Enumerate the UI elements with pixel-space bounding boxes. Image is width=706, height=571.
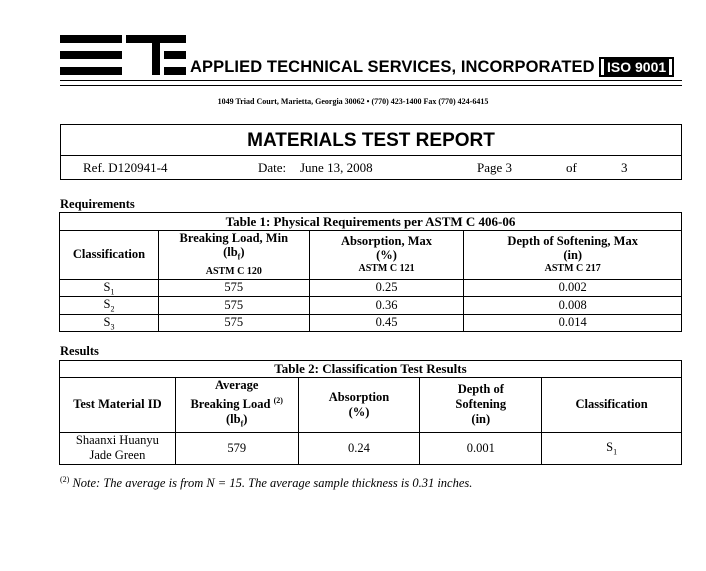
row-classification: $S_2$	[60, 297, 159, 315]
total-pages: 3	[621, 160, 628, 175]
row-softening: 0.008	[464, 297, 682, 315]
header-divider	[61, 155, 681, 156]
row-softening: 0.001	[420, 432, 542, 464]
report-date: June 13, 2008	[300, 160, 373, 175]
col-classification: Classification	[542, 378, 682, 433]
requirements-table-title: Table 1: Physical Requirements per ASTM C 406-06	[60, 213, 682, 231]
header-rule-2	[60, 85, 682, 86]
row-breaking-load: 575	[158, 314, 309, 332]
row-absorption: 0.24	[298, 432, 420, 464]
col-breaking-load: Breaking Load, Min $(lb_f)$ ASTM C 120	[158, 231, 309, 280]
row-absorption: 0.45	[309, 314, 464, 332]
row-absorption: 0.36	[309, 297, 464, 315]
company-address: 1049 Triad Court, Marietta, Georgia 30062 • (770) 423-1400 Fax (770) 424-6415	[217, 97, 489, 106]
footnote-text: Note: The average is from N = 15. The average sample thickness is 0.31 inches.	[72, 476, 473, 491]
col-classification: Classification	[60, 231, 159, 280]
company-name: APPLIED TECHNICAL SERVICES, INCORPORATED	[190, 58, 595, 76]
col-avg-breaking-load: Average Breaking Load $^{(2)}$ $(lb_f)$	[175, 378, 298, 433]
results-heading: Results	[60, 344, 99, 358]
col-softening: Depth of Softening (in)	[420, 378, 542, 433]
requirements-heading: Requirements	[60, 197, 135, 211]
row-classification: $S_3$	[60, 314, 159, 332]
col-absorption: Absorption (%)	[298, 378, 420, 433]
row-classification: $S_1$	[60, 279, 159, 297]
col-absorption: Absorption, Max (%) ASTM C 121	[309, 231, 464, 280]
col-material-id: Test Material ID	[60, 378, 176, 433]
page-label: Page 3	[477, 160, 513, 175]
table-row	[60, 297, 682, 315]
row-softening: 0.014	[464, 314, 682, 332]
date-label: Date:	[258, 160, 287, 175]
col-softening: Depth of Softening, Max (in) ASTM C 217	[464, 231, 682, 280]
report-title: MATERIALS TEST REPORT	[247, 130, 495, 151]
report-header-box	[60, 124, 682, 180]
requirements-table	[59, 212, 682, 332]
row-breaking-load: 575	[158, 279, 309, 297]
row-breaking-load: 575	[158, 297, 309, 315]
row-material-id: Shaanxi Huanyu Jade Green	[60, 432, 176, 464]
row-softening: 0.002	[464, 279, 682, 297]
results-table-title: Table 2: Classification Test Results	[60, 361, 682, 378]
of-label: of	[566, 160, 577, 175]
table-row	[60, 432, 682, 464]
row-classification: $S_1$	[542, 432, 682, 464]
iso-badge	[599, 57, 674, 77]
table-row	[60, 314, 682, 332]
row-breaking-load: 579	[175, 432, 298, 464]
row-absorption: 0.25	[309, 279, 464, 297]
header-rule	[60, 80, 682, 81]
table-row	[60, 279, 682, 297]
report-ref: Ref. D120941-4	[83, 160, 168, 175]
results-table	[59, 360, 682, 465]
footnote-marker: (2)	[60, 475, 70, 484]
footnote	[60, 475, 472, 491]
iso-label: ISO 9001	[604, 59, 669, 75]
